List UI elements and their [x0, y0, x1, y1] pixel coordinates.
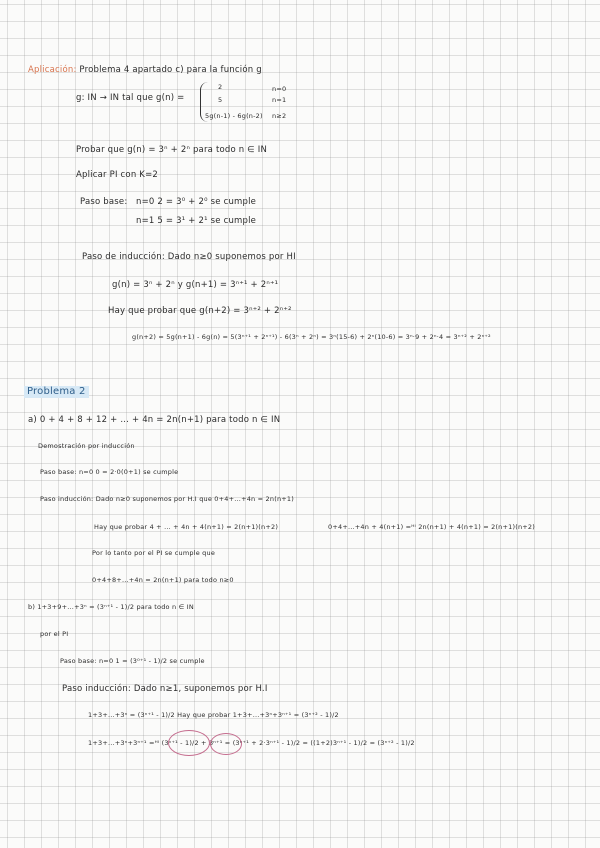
case-1-cond: n=1 — [272, 96, 287, 104]
aplicar-pi: Aplicar PI con K=2 — [76, 170, 159, 180]
part-a-base: Paso base: n=0 0 = 2·0(0+1) se cumple — [40, 468, 179, 476]
base-case-2: n=1 5 = 3¹ + 2¹ se cumple — [136, 216, 257, 226]
part-b-por-pi: por el PI — [40, 630, 69, 638]
highlight-circle-1 — [168, 730, 210, 756]
part-a-induction: Paso inducción: Dado n≥0 suponemos por H.I que 0+4+...+4n = 2n(n+1) — [40, 495, 294, 503]
part-b-statement: b) 1+3+9+...+3ⁿ = (3ⁿ⁺¹ - 1)/2 para todo n ∈ IN — [28, 603, 194, 611]
base-case-1: n=0 2 = 3⁰ + 2⁰ se cumple — [136, 197, 257, 207]
aplicacion-heading: Problema 4 apartado c) para la función g — [79, 65, 262, 75]
development: g(n+2) = 5g(n+1) - 6g(n) = 5(3ⁿ⁺¹ + 2ⁿ⁺¹) - 6(3ⁿ + 2ⁿ) = 3ⁿ(15-6) + 2ⁿ(10-6) = 3ⁿ·9 + 2ⁿ·4 = 3ⁿ⁺² + 2ⁿ⁺² — [132, 333, 491, 341]
part-a-hay-que: Hay que probar 4 + ... + 4n + 4(n+1) = 2(n+1)(n+2) — [94, 523, 279, 531]
induction-hypothesis: g(n) = 3ⁿ + 2ⁿ y g(n+1) = 3ⁿ⁺¹ + 2ⁿ⁺¹ — [112, 280, 279, 290]
aplicacion-heading-line — [28, 66, 262, 75]
part-b-base: Paso base: n=0 1 = (3⁰⁺¹ - 1)/2 se cumple — [60, 657, 205, 665]
demostracion-label: Demostración por inducción — [38, 442, 135, 450]
definition: g: IN → IN tal que g(n) = — [76, 93, 185, 103]
aplicacion-label: Aplicación: — [28, 65, 77, 75]
part-b-calc: 1+3+...+3ⁿ+3ⁿ⁺¹ =ᴴᴵ (3ⁿ⁺¹ - 1)/2 + 3ⁿ⁺¹ = (3ⁿ⁺¹ + 2·3ⁿ⁺¹ - 1)/2 = ((1+2)3ⁿ⁺¹ - 1)/2 = (3ⁿ⁺² - 1)/2 — [88, 739, 415, 747]
case-2-cond: n≥2 — [272, 112, 287, 120]
part-a-por-tanto: Por lo tanto por el PI se cumple que — [92, 549, 216, 557]
case-0-cond: n=0 — [272, 85, 287, 93]
part-b-hypothesis: 1+3+...+3ⁿ = (3ⁿ⁺¹ - 1)/2 Hay que probar 1+3+...+3ⁿ+3ⁿ⁺¹ = (3ⁿ⁺² - 1)/2 — [88, 711, 339, 719]
part-a-statement: a) 0 + 4 + 8 + 12 + ... + 4n = 2n(n+1) para todo n ∈ IN — [28, 415, 281, 425]
case-0-value: 2 — [218, 83, 223, 91]
induction-step: Paso de inducción: Dado n≥0 suponemos por HI — [82, 252, 296, 262]
part-a-calc: 0+4+...+4n + 4(n+1) =ᴴᴵ 2n(n+1) + 4(n+1) = 2(n+1)(n+2) — [328, 523, 535, 531]
highlight-circle-2 — [210, 733, 242, 755]
case-2-value: 5g(n-1) - 6g(n-2) — [205, 112, 263, 120]
case-1-value: 5 — [218, 96, 223, 104]
part-b-induction: Paso inducción: Dado n≥1, suponemos por H.I — [62, 684, 268, 694]
problema2-title: Problema 2 — [24, 386, 89, 398]
probar-statement: Probar que g(n) = 3ⁿ + 2ⁿ para todo n ∈ IN — [76, 145, 268, 155]
caso-base-label: Paso base: — [80, 197, 128, 207]
part-a-conclusion: 0+4+8+...+4n = 2n(n+1) para todo n≥0 — [92, 576, 234, 584]
hay-que-probar: Hay que probar que g(n+2) = 3ⁿ⁺² + 2ⁿ⁺² — [108, 306, 292, 316]
